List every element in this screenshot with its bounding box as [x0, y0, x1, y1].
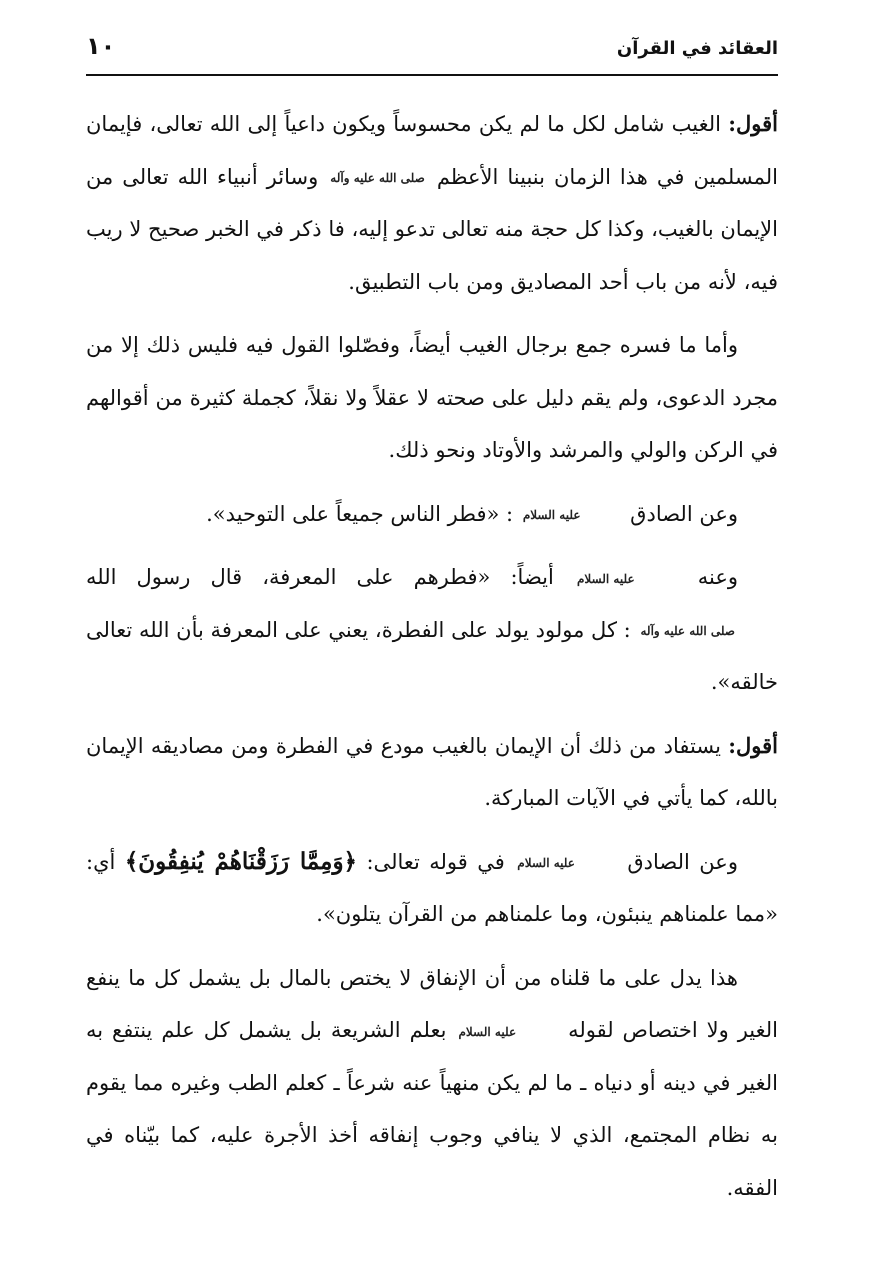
paragraph-text: الغيب شامل لكل ما لم يكن محسوساً ويكون داعياً إلى الله تعالى، فإيمان المسلمين في هذا الزمان بنبينا الأعظم	[86, 112, 778, 189]
paragraph-text: في قوله تعالى:	[366, 849, 505, 874]
salam-glyph: عليه السلام	[458, 1024, 517, 1039]
paragraph-text: بعلم الشريعة بل يشمل كل علم ينتفع به الغير في دينه أو دنياه ـ ما لم يكن منهياً عنه شرعاً ـ كعلم الطب وغيره مما يقوم به نظام المجتمع، الذي لا ينافي وجوب إنفاقه أخذ الأجرة عليه، كما بيّناه في الفقه.	[86, 1018, 778, 1200]
paragraph-text: وعنه	[697, 565, 738, 589]
paragraph-3	[86, 488, 778, 541]
salawat-glyph: صلى الله عليه وآله	[640, 624, 735, 638]
paragraph-text: يستفاد من ذلك أن الإيمان بالغيب مودع في الفطرة ومن مصاديقه الإيمان بالله، كما يأتي في الآيات المباركة.	[86, 733, 778, 810]
paragraph-6	[86, 836, 778, 941]
paragraph-text: وعن الصادق	[627, 849, 738, 874]
quote-text: : كل مولود يولد على الفطرة، يعني على المعرفة بأن الله تعالى خالقه».	[86, 617, 778, 694]
paragraph-5	[86, 720, 778, 825]
page-number: ١٠	[86, 32, 116, 60]
quote-text: : «فطر الناس جميعاً على التوحيد».	[206, 501, 514, 526]
paragraph-text: وسائر أنبياء الله تعالى من الإيمان بالغيب، وكذا كل حجة منه تعالى تدعو إليه، فا ذكر في الخبر صحيح لا ريب فيه، لأنه من باب أحد المصاديق ومن باب التطبيق.	[86, 164, 778, 294]
page-body	[86, 98, 778, 1225]
paragraph-1	[86, 98, 778, 308]
salam-glyph: عليه السلام	[576, 571, 635, 586]
salawat-glyph: صلى الله عليه وآله	[330, 171, 425, 185]
lead-word: أقول:	[728, 732, 778, 758]
paragraph-4	[86, 551, 778, 709]
paragraph-text: أيضاً: «فطرهم على المعرفة، قال رسول الله	[86, 565, 554, 589]
salam-glyph: عليه السلام	[522, 508, 581, 522]
paragraph-2: وأما ما فسره جمع برجال الغيب أيضاً، وفصّلوا القول فيه فليس ذلك إلا من مجرد الدعوى، ولم يقم دليل على صحته لا عقلاً ولا نقلاً، كجملة كثيرة من أقوالهم في الركن والولي والمرشد والأوتاد ونحو ذلك.	[86, 333, 778, 462]
quote-text: أي: «مما علمناهم ينبئون، وما علمناهم من القرآن يتلون».	[86, 849, 778, 926]
paragraph-text: هذا يدل على ما قلناه من أن الإنفاق لا يختص بالمال بل يشمل كل ما ينفع الغير ولا اختصاص لقوله	[86, 965, 778, 1042]
paragraph-7	[86, 952, 778, 1215]
page-header	[86, 28, 778, 76]
running-title: العقائد في القرآن	[616, 38, 778, 59]
lead-word: أقول:	[728, 111, 778, 136]
quran-verse: ﴿وَمِمَّا رَزَقْنَاهُمْ يُنفِقُونَ﴾	[124, 847, 358, 875]
salam-glyph: عليه السلام	[517, 856, 575, 870]
paragraph-text: وعن الصادق	[630, 501, 738, 526]
